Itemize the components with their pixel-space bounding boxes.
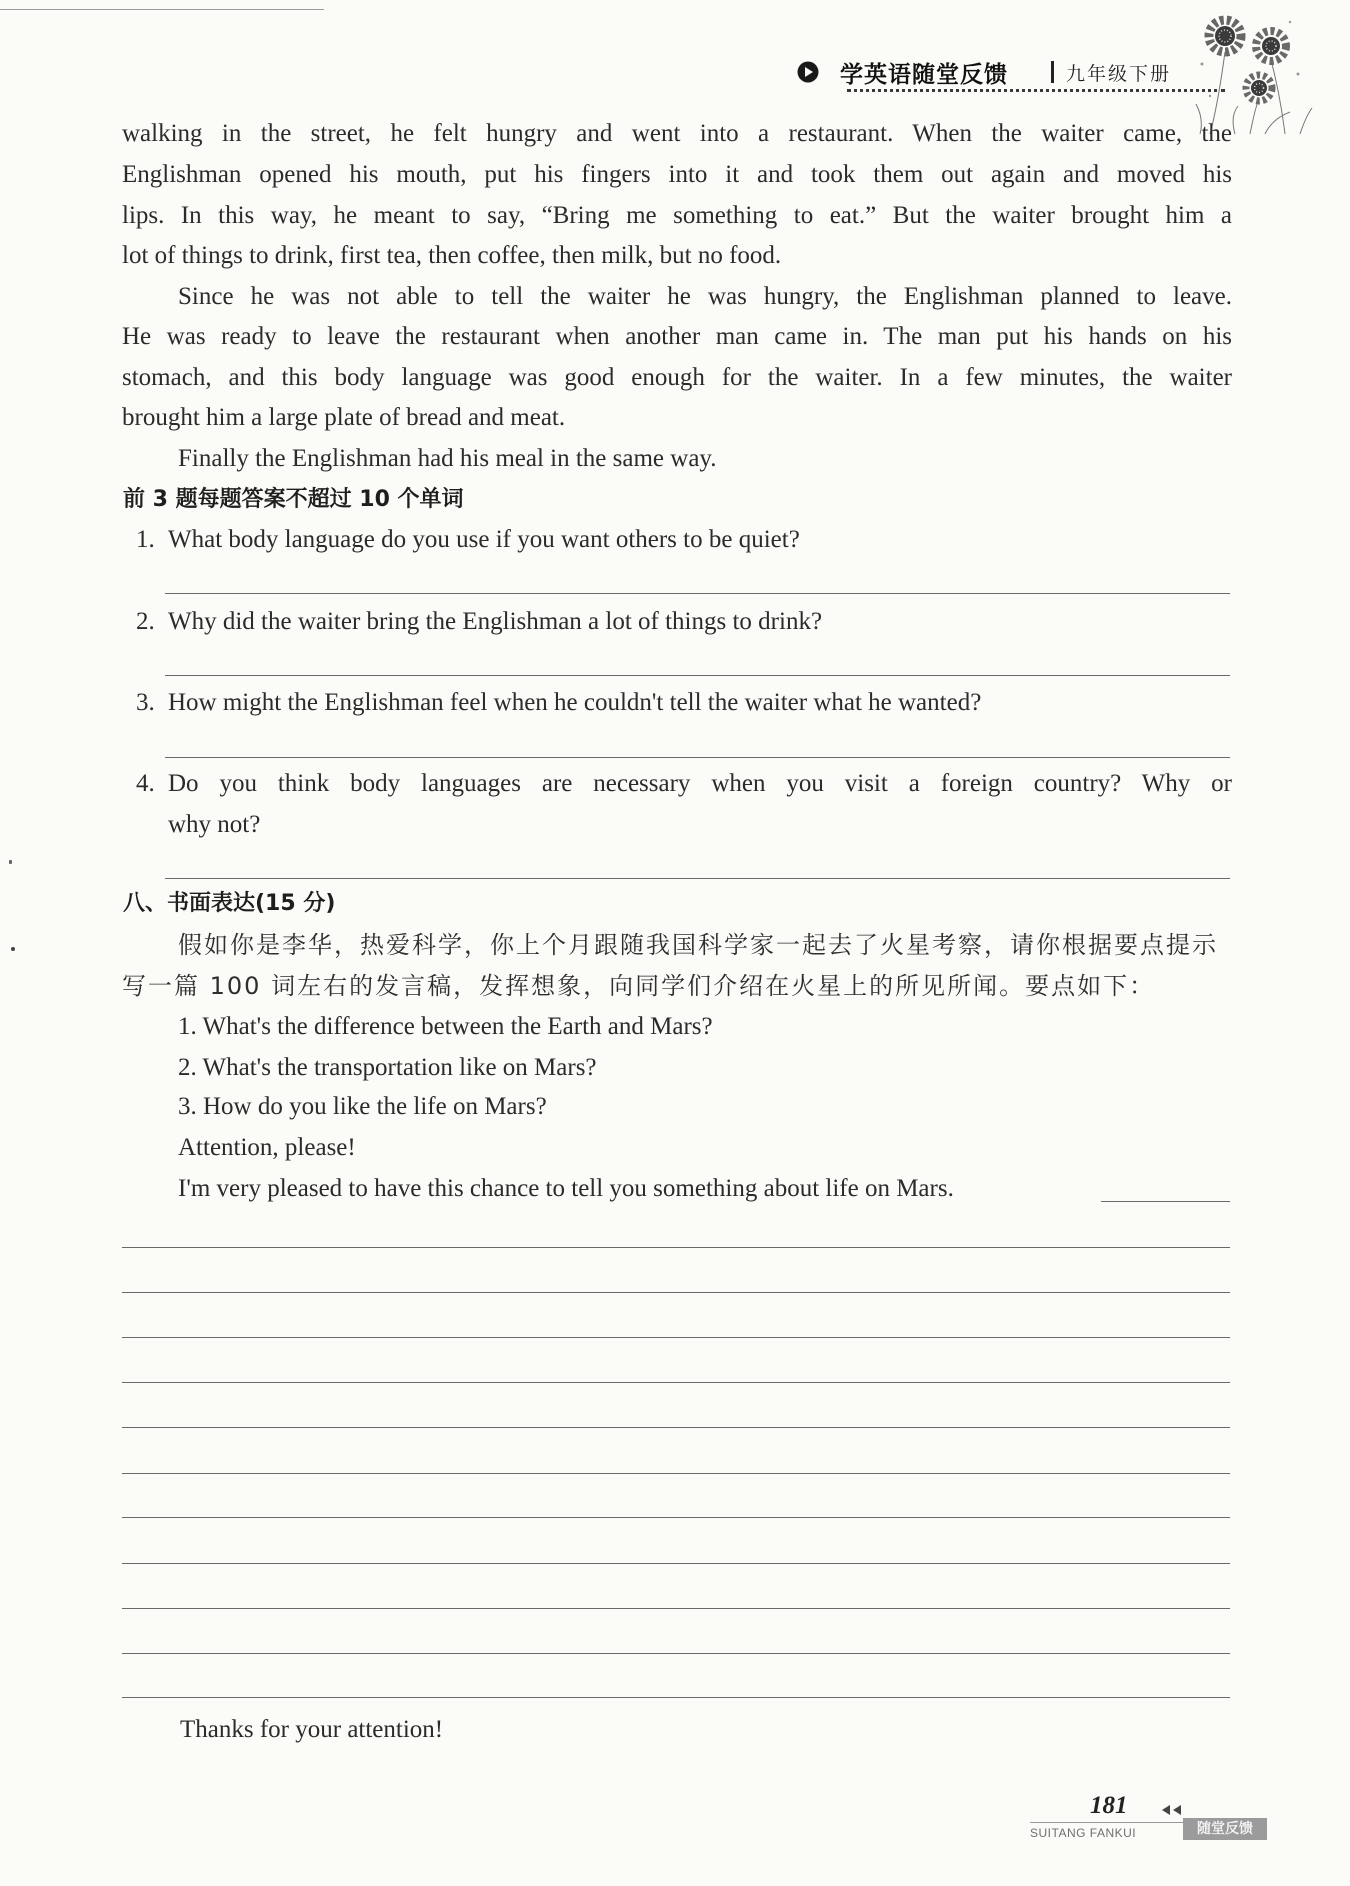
passage-line: stomach, and this body language was good enough for the waiter. In a few minutes, the waiter — [122, 364, 1232, 391]
questions-instruction: 前 3 题每题答案不超过 10 个单词 — [123, 487, 464, 512]
writing-point: 1. What's the difference between the Earth and Mars? — [178, 1013, 713, 1040]
writing-heading: 八、书面表达(15 分) — [123, 891, 336, 916]
question-2 — [136, 602, 1232, 642]
writing-closing: Thanks for your attention! — [180, 1716, 444, 1743]
writing-prompt-line: 假如你是李华，热爱科学，你上个月跟随我国科学家一起去了火星考察，请你根据要点提示 — [178, 931, 1218, 959]
passage-line: Englishman opened his mouth, put his fingers into it and took them out again and moved his — [122, 161, 1232, 188]
question-3 — [136, 683, 1232, 723]
question-number: 3. — [136, 689, 155, 716]
answer-line — [165, 675, 1230, 676]
question-number: 4. — [136, 770, 155, 797]
writing-line — [122, 1563, 1230, 1564]
writing-line — [122, 1382, 1230, 1383]
passage-line: Since he was not able to tell the waiter he was hungry, the Englishman planned to leave. — [178, 283, 1232, 310]
header-dotted-rule — [847, 89, 1225, 92]
footer-rule — [1030, 1822, 1183, 1823]
writing-line — [122, 1608, 1230, 1609]
question-number: 1. — [136, 526, 155, 553]
question-text: Do you think body languages are necessary when you visit a foreign country? Why or — [168, 770, 1232, 797]
writing-point: 3. How do you like the life on Mars? — [178, 1093, 547, 1120]
grade-label: 九年级下册 — [1066, 63, 1172, 85]
play-circle-icon — [797, 61, 819, 83]
passage-line: brought him a large plate of bread and meat. — [122, 404, 566, 431]
footer-romanized-title: SUITANG FANKUI — [1030, 1826, 1137, 1840]
writing-line — [122, 1697, 1230, 1698]
passage-line: lips. In this way, he meant to say, “Bring me something to eat.” But the waiter brought him a — [122, 202, 1232, 229]
passage-line: Finally the Englishman had his meal in the same way. — [178, 445, 717, 472]
passage-line: He was ready to leave the restaurant when another man came in. The man put his hands on his — [122, 323, 1232, 350]
question-number: 2. — [136, 608, 155, 635]
writing-line — [122, 1653, 1230, 1654]
writing-prompt-line: 写一篇 100 词左右的发言稿，发挥想象，向同学们介绍在火星上的所见所闻。要点如下： — [122, 972, 1156, 1000]
answer-line — [165, 593, 1230, 594]
writing-line — [122, 1473, 1230, 1474]
passage-line: walking in the street, he felt hungry and went into a restaurant. When the waiter came, the — [122, 120, 1232, 147]
writing-first-sentence: I'm very pleased to have this chance to tell you something about life on Mars. — [178, 1175, 954, 1202]
writing-line — [122, 1517, 1230, 1518]
writing-opening: Attention, please! — [178, 1134, 356, 1161]
writing-point: 2. What's the transportation like on Mars? — [178, 1054, 597, 1081]
writing-line — [122, 1247, 1230, 1248]
blank-underline — [1101, 1201, 1230, 1202]
writing-line — [122, 1292, 1230, 1293]
question-text: How might the Englishman feel when he couldn't tell the waiter what he wanted? — [168, 689, 982, 716]
page-number: 181 — [1090, 1792, 1128, 1819]
scan-mark — [11, 947, 15, 951]
passage-line: lot of things to drink, first tea, then coffee, then milk, but no food. — [122, 242, 782, 269]
scan-mark — [9, 860, 12, 864]
question-text: What body language do you use if you want others to be quiet? — [168, 526, 800, 553]
title-separator — [1051, 61, 1054, 83]
question-text: Why did the waiter bring the Englishman a lot of things to drink? — [168, 608, 823, 635]
question-4 — [136, 764, 1232, 804]
writing-line — [122, 1337, 1230, 1338]
double-left-arrow-icon — [1160, 1803, 1184, 1815]
series-title: 学英语随堂反馈 — [840, 62, 1008, 88]
answer-line — [165, 878, 1230, 879]
question-text-continued: why not? — [168, 811, 261, 838]
footer-tab-label: 随堂反馈 — [1183, 1818, 1267, 1840]
top-left-rule — [0, 9, 324, 10]
question-1 — [136, 520, 1232, 560]
answer-line — [165, 757, 1230, 758]
writing-line — [122, 1427, 1230, 1428]
